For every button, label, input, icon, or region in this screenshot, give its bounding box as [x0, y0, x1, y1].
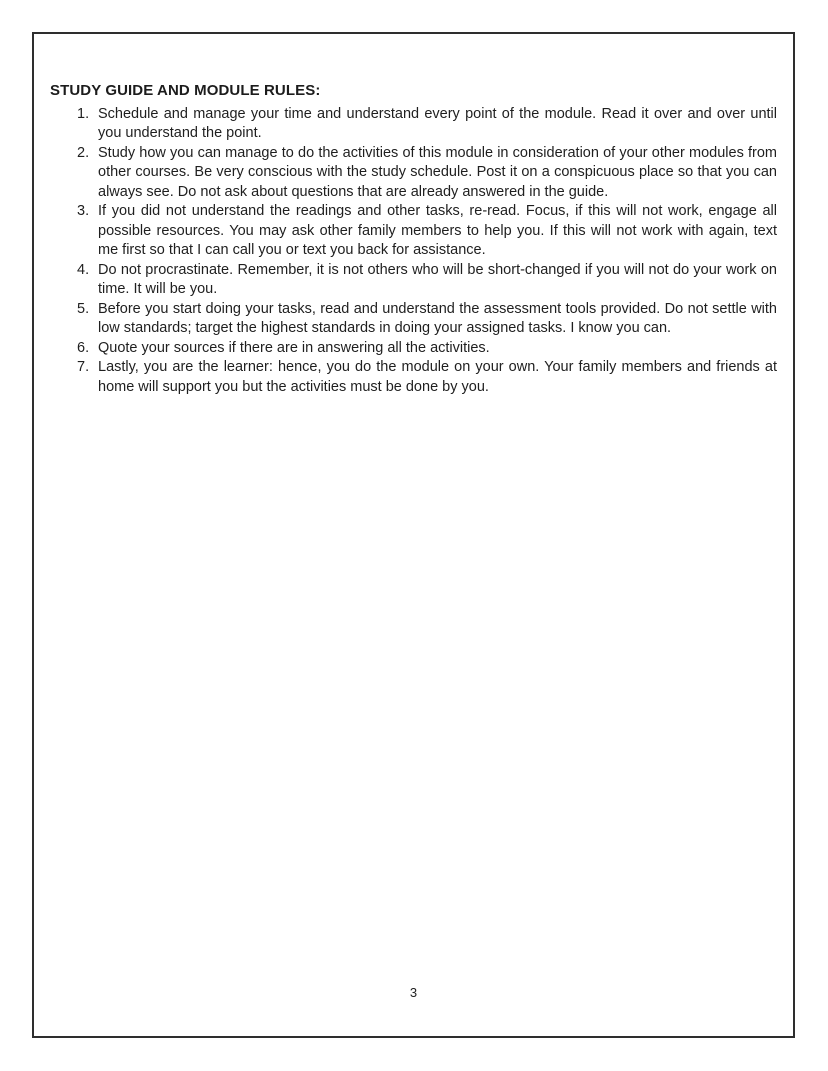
rules-list	[50, 105, 777, 398]
rule-number: 4.	[77, 261, 90, 278]
rule-item-7	[77, 358, 777, 397]
rule-text: Quote your sources if there are in answering all the activities.	[98, 339, 490, 356]
page-content	[34, 34, 793, 397]
rule-item-2	[77, 144, 777, 203]
rule-text: If you did not understand the readings and other tasks, re-read. Focus, if this will not work, engage all possible resources. You may ask other family members to help you. If this will not work with again, text me first so that I can call you or text you back for assistance.	[98, 203, 777, 258]
page-title: STUDY GUIDE AND MODULE RULES:	[50, 82, 321, 99]
rule-text: Schedule and manage your time and understand every point of the module. Read it over and over until you understand the point.	[98, 105, 777, 141]
rule-number: 1.	[77, 105, 90, 122]
rule-item-6	[77, 339, 777, 359]
page-number: 3	[409, 985, 418, 1000]
rule-number: 2.	[77, 144, 90, 161]
rule-text: Before you start doing your tasks, read and understand the assessment tools provided. Do not settle with low standards; target the highest standards in doing your assigned tasks. I know you can.	[98, 300, 777, 336]
document-page	[32, 32, 795, 1038]
rule-item-3	[77, 202, 777, 261]
rule-item-5	[77, 300, 777, 339]
rule-text: Do not procrastinate. Remember, it is not others who will be short-changed if you will not do your work on time. It will be you.	[98, 261, 777, 297]
rule-number: 6.	[77, 339, 90, 356]
rule-number: 5.	[77, 300, 90, 317]
rule-item-4	[77, 261, 777, 300]
rule-number: 3.	[77, 203, 90, 219]
rule-number: 7.	[77, 359, 90, 375]
rule-item-1	[77, 105, 777, 144]
rule-text: Lastly, you are the learner: hence, you do the module on your own. Your family members and friends at home will support you but the activities must be done by you.	[98, 359, 777, 395]
rule-text: Study how you can manage to do the activities of this module in consideration of your other modules from other courses. Be very conscious with the study schedule. Post it on a conspicuous place so that you can always see. Do not ask about questions that are already answered in the guide.	[98, 144, 777, 200]
